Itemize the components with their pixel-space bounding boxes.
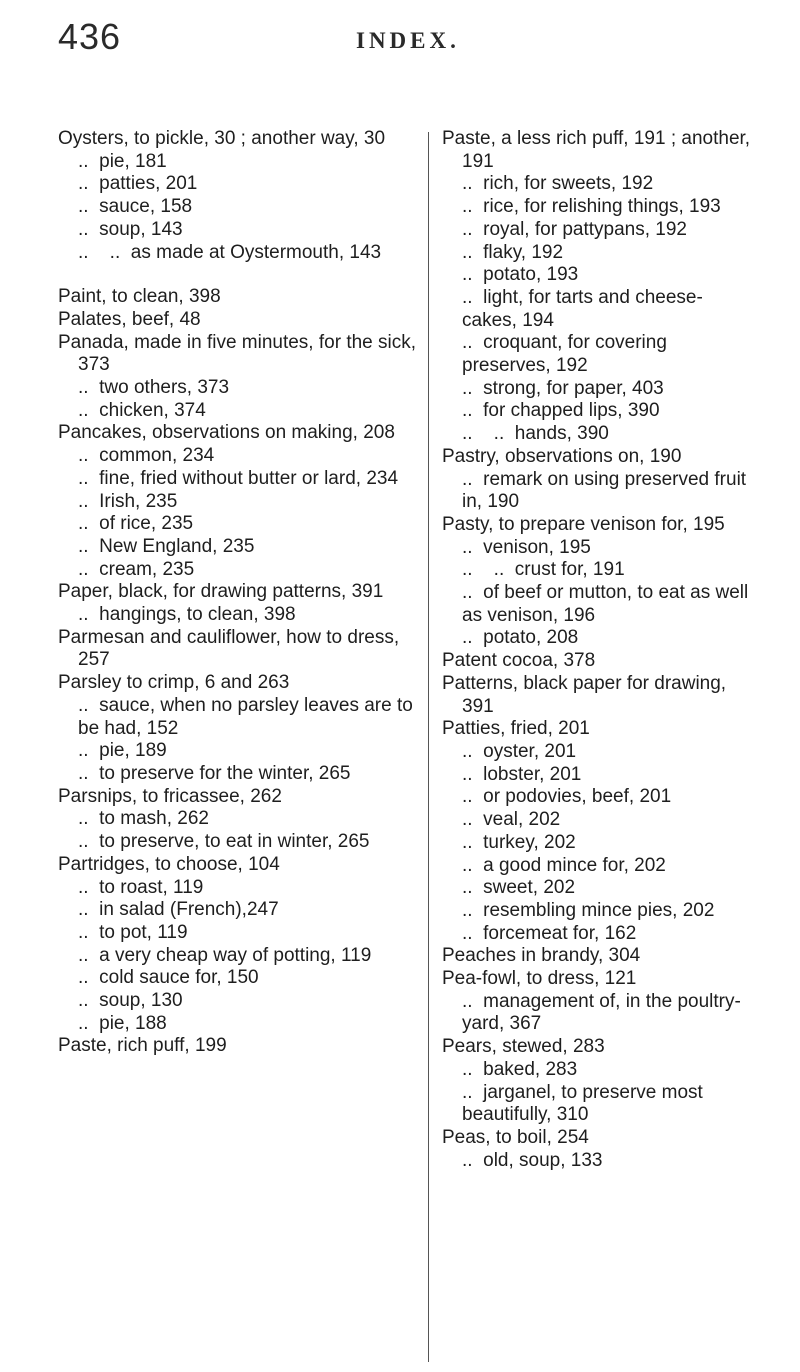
index-entry: Partridges, to choose, 104 — [58, 853, 280, 875]
index-subentry: .. patties, 201 — [58, 173, 420, 196]
index-subentry: .. potato, 193 — [442, 264, 754, 287]
index-subentry: .. to pot, 119 — [58, 922, 420, 945]
index-entry: Patties, fried, 201 — [442, 718, 590, 740]
index-entry: Pea-fowl, to dress, 121 — [442, 968, 637, 990]
index-subentry: .. soup, 130 — [58, 990, 420, 1013]
index-subentry: .. fine, fried without butter or lard, 234 — [58, 468, 420, 491]
index-subentry: .. lobster, 201 — [442, 764, 754, 787]
index-subentry: .. old, soup, 133 — [442, 1150, 754, 1173]
index-subentry: .. chicken, 374 — [58, 400, 420, 423]
index-subentry: .. cold sauce for, 150 — [58, 967, 420, 990]
index-entry: Patent cocoa, 378 — [442, 650, 596, 672]
index-subentry: .. venison, 195 — [442, 537, 754, 560]
index-entry: Pastry, observations on, 190 — [442, 445, 682, 467]
index-subentry: .. rich, for sweets, 192 — [442, 173, 754, 196]
index-subentry: .. forcemeat for, 162 — [442, 923, 754, 946]
index-subentry: .. sauce, 158 — [58, 196, 420, 219]
index-entry: Panada, made in five minutes, for the sick, 373 — [58, 331, 417, 376]
index-subentry: .. a very cheap way of potting, 119 — [58, 945, 420, 968]
index-subentry: .. hangings, to clean, 398 — [58, 604, 420, 627]
index-subentry: .. flaky, 192 — [442, 242, 754, 265]
index-entry: Parsley to crimp, 6 and 263 — [58, 672, 290, 694]
index-subentry: .. to roast, 119 — [58, 877, 420, 900]
index-subentry: .. hands, 390 — [442, 423, 754, 446]
entry-gap — [58, 264, 420, 286]
index-entry: Pasty, to prepare venison for, 195 — [442, 513, 725, 535]
index-subentry: .. royal, for pattypans, 192 — [442, 219, 754, 242]
column-divider — [428, 132, 429, 1362]
index-subentry: .. pie, 189 — [58, 740, 420, 763]
index-subentry: .. common, 234 — [58, 445, 420, 468]
index-subentry: .. to preserve, to eat in winter, 265 — [58, 831, 420, 854]
page-number: 436 — [58, 16, 122, 57]
index-subentry: .. New England, 235 — [58, 536, 420, 559]
index-subentry: .. for chapped lips, 390 — [442, 400, 754, 423]
index-entry: Pancakes, observations on making, 208 — [58, 422, 395, 444]
index-subentry: .. to preserve for the winter, 265 — [58, 763, 420, 786]
index-subentry: .. soup, 143 — [58, 219, 420, 242]
index-subentry: .. croquant, for covering preserves, 192 — [442, 332, 754, 377]
index-subentry: .. to mash, 262 — [58, 808, 420, 831]
index-entry: Peaches in brandy, 304 — [442, 945, 641, 967]
index-subentry: .. light, for tarts and cheese-cakes, 194 — [442, 287, 754, 332]
index-entry: Palates, beef, 48 — [58, 308, 201, 330]
index-entry: Patterns, black paper for drawing, 391 — [442, 672, 727, 717]
index-subentry: .. oyster, 201 — [442, 741, 754, 764]
index-column-left — [58, 128, 420, 1058]
index-subentry: .. as made at Oystermouth, 143 — [58, 242, 420, 265]
index-entry: Parmesan and cauliflower, how to dress, 257 — [58, 626, 400, 671]
index-subentry: .. veal, 202 — [442, 809, 754, 832]
index-subentry: .. sauce, when no parsley leaves are to be had, 152 — [58, 695, 420, 740]
index-entry: Paper, black, for drawing patterns, 391 — [58, 581, 384, 603]
index-entry: Pears, stewed, 283 — [442, 1036, 605, 1058]
index-subentry: .. strong, for paper, 403 — [442, 378, 754, 401]
index-entry: Paste, a less rich puff, 191 ; another, 191 — [442, 128, 751, 172]
index-subentry: .. rice, for relishing things, 193 — [442, 196, 754, 219]
index-subentry: .. potato, 208 — [442, 627, 754, 650]
index-subentry: .. remark on using preserved fruit in, 190 — [442, 469, 754, 514]
index-subentry: .. Irish, 235 — [58, 491, 420, 514]
index-subentry: .. a good mince for, 202 — [442, 855, 754, 878]
index-subentry: .. crust for, 191 — [442, 559, 754, 582]
index-subentry: .. or podovies, beef, 201 — [442, 786, 754, 809]
index-subentry: .. sweet, 202 — [442, 877, 754, 900]
index-entry: Peas, to boil, 254 — [442, 1126, 589, 1148]
index-subentry: .. of beef or mutton, to eat as well as venison, 196 — [442, 582, 754, 627]
index-subentry: .. management of, in the poultry-yard, 367 — [442, 991, 754, 1036]
index-subentry: .. jarganel, to preserve most beautifully, 310 — [442, 1082, 754, 1127]
running-head: INDEX. — [356, 28, 460, 53]
index-entry: Oysters, to pickle, 30 ; another way, 30 — [58, 128, 386, 149]
index-subentry: .. two others, 373 — [58, 377, 420, 400]
index-subentry: .. in salad (French),247 — [58, 899, 420, 922]
index-subentry: .. baked, 283 — [442, 1059, 754, 1082]
index-subentry: .. turkey, 202 — [442, 832, 754, 855]
index-subentry: .. pie, 188 — [58, 1013, 420, 1036]
index-entry: Parsnips, to fricassee, 262 — [58, 785, 282, 807]
index-column-right — [442, 128, 754, 1172]
index-subentry: .. resembling mince pies, 202 — [442, 900, 754, 923]
index-entry: Paste, rich puff, 199 — [58, 1035, 227, 1057]
index-subentry: .. pie, 181 — [58, 151, 420, 174]
index-subentry: .. of rice, 235 — [58, 513, 420, 536]
index-subentry: .. cream, 235 — [58, 559, 420, 582]
index-entry: Paint, to clean, 398 — [58, 286, 221, 308]
